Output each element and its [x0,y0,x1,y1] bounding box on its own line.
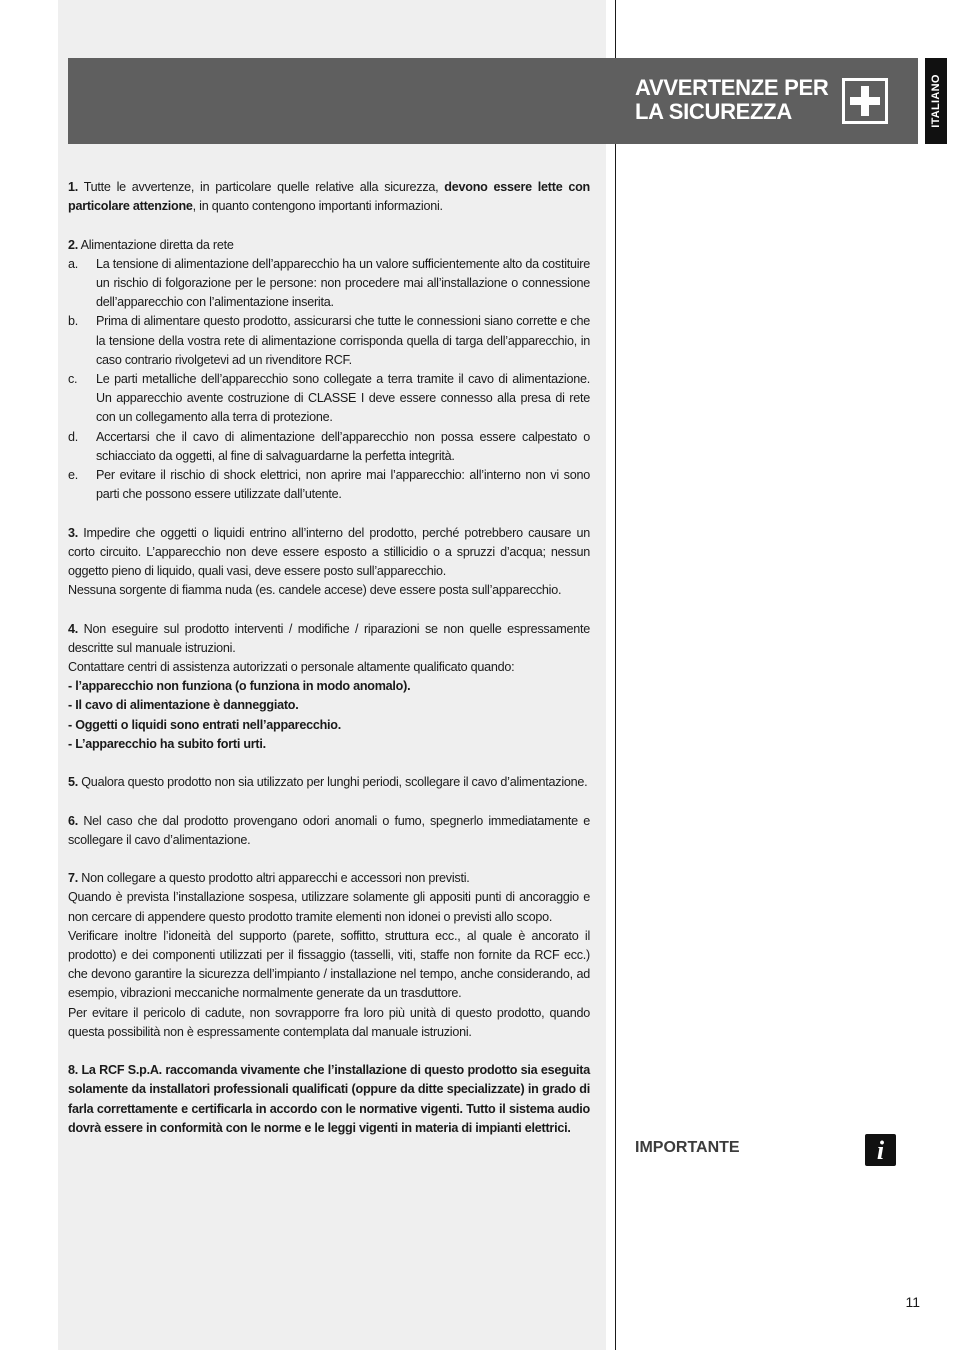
paragraph-3-continued: Nessuna sorgente di fiamma nuda (es. candele accese) deve essere posta sull’apparecchio. [68,583,562,598]
list-item [68,466,590,504]
item-number: 6. [68,813,79,828]
item-number: 4. [68,621,79,636]
item-number: 2. [68,237,79,252]
paragraph-text: Tutte le avvertenze, in particolare quelle relative alla sicurezza, [78,180,445,194]
item-number: 8. [68,1063,79,1078]
paragraph-7-continued: Quando è prevista l’installazione sospesa, utilizzare solamente gli appositi punti di ancoraggio e non cercare di appendere questo prodotto tramite elementi non idonei o previsti allo scopo. [68,890,590,924]
paragraph-7-continued: Verificare inoltre l’idoneità del supporto (parete, soffitto, struttura ecc., al quale è ancorato il prodotto) e dei componenti utilizzati per il fissaggio (tasselli, viti, staffe non fornite da RCF ecc.) che devono garantire la sicurezza dell’impianto / installazione nel tempo, anche considerando, ad esempio, vibrazioni meccaniche normalmente generate da un trasduttore. [68,928,590,1001]
paragraph-text: Alimentazione diretta da rete [78,237,234,252]
list-item [68,370,590,428]
list-marker: b. [68,314,79,329]
paragraph-4 [68,620,590,658]
bullet-text: - Oggetti o liquidi sono entrati nell’apparecchio. [68,717,341,732]
list-text: Le parti metalliche dell’apparecchio sono collegate a terra tramite il cavo di alimentazione. Un apparecchio avente costruzione di CLASSE I deve essere connesso alla presa di rete con un collegamento alla terra di protezione. [96,372,590,425]
list-item [68,312,590,370]
section-title-line2: LA SICUREZZA [635,99,792,124]
first-aid-cross-icon [842,78,888,124]
paragraph-text: , in quanto contengono importanti informazioni. [192,199,443,214]
item-number: 5. [68,775,79,790]
info-glyph: i [876,1136,885,1165]
paragraph-text: Nel caso che dal prodotto provengano odori anomali o fumo, spegnerlo immediatamente e scollegare il cavo d’alimentazione. [68,813,590,847]
list-marker: c. [68,372,78,387]
list-text: Per evitare il rischio di shock elettrici, non aprire mai l’apparecchio: all’interno non vi sono parti che possono essere utilizzate dall’utente. [96,468,590,502]
paragraph-text: Qualora questo prodotto non sia utilizzato per lunghi periodi, scollegare il cavo d’alimentazione. [78,775,588,790]
safety-text [68,178,590,1138]
item-number: 7. [68,871,79,886]
paragraph-4-continued: Contattare centri di assistenza autorizzati o personale altamente qualificato quando: [68,660,515,675]
bullet-text: - Il cavo di alimentazione è danneggiato. [68,698,299,713]
paragraph-5 [68,773,590,792]
paragraph-1 [68,178,590,216]
paragraph-2-title [68,236,590,255]
list-marker: d. [68,429,79,444]
column-divider [615,0,616,1350]
paragraph-text: Non collegare a questo prodotto altri apparecchi e accessori non previsti. [78,871,470,886]
bullet-text: - l’apparecchio non funziona (o funziona in modo anomalo). [68,679,411,694]
bullet-item [68,677,590,696]
section-title-line1: AVVERTENZE PER [635,75,829,100]
list-marker: a. [68,256,79,271]
item-number: 3. [68,525,79,540]
bullet-item [68,735,590,754]
paragraph-7-continued: Per evitare il pericolo di cadute, non sovrapporre fra loro più unità di questo prodotto, quando questa possibilità non è espressamente contemplata dal manuale istruzioni. [68,1005,590,1039]
paragraph-6 [68,812,590,850]
list-text: La tensione di alimentazione dell’apparecchio ha un valore sufficientemente alto da costituire un rischio di folgorazione per le persone: non procedere mai all’installazione o connessione dell’apparecchio con l’alimentazione inserita. [96,256,590,310]
section-title [635,76,835,124]
paragraph-8 [68,1061,590,1138]
bullet-item [68,696,590,715]
list-text: Accertarsi che il cavo di alimentazione dell’apparecchio non possa essere calpestato o schiacciato da oggetti, al fine di salvaguardarne la perfetta integrità. [96,429,590,463]
page-number: 11 [905,1294,920,1310]
item-number: 1. [68,180,79,194]
important-label: IMPORTANTE [635,1139,740,1156]
bullet-item [68,716,590,735]
emphasis-text: devono essere lette con particolare attenzione [68,180,590,214]
list-item [68,428,590,466]
paragraph-3 [68,524,590,582]
language-label: ITALIANO [930,74,942,128]
info-icon [865,1134,896,1166]
list-item [68,255,590,313]
list-text: Prima di alimentare questo prodotto, assicurarsi che tutte le connessioni siano corrette e che la tensione della vostra rete di alimentazione corrisponda quella di targa dell’apparecchio, in caso contrario rivolgetevi ad un rivenditore RCF. [96,314,590,367]
emphasis-text: La RCF S.p.A. raccomanda vivamente che l’installazione di questo prodotto sia eseguita solamente da installatori professionali qualificati (oppure da ditte specializzate) in grado di farla correttamente e certificarla in accordo con le normative vigenti. Tutto il sistema audio dovrà essere in conformità con le norme e le leggi vigenti in materia di impianti elettrici. [68,1063,590,1135]
bullet-text: - L’apparecchio ha subito forti urti. [68,736,266,751]
paragraph-text: Impedire che oggetti o liquidi entrino all’interno del prodotto, perché potrebbero causare un corto circuito. L’apparecchio non deve essere esposto a stillicidio o a spruzzi d’acqua; nessun oggetto pieno di liquido, quali vasi, deve essere posto sull’apparecchio. [68,525,590,579]
list-marker: e. [68,468,79,483]
paragraph-text: Non eseguire sul prodotto interventi / modifiche / riparazioni se non quelle espressamente descritte sul manuale istruzioni. [68,621,590,655]
paragraph-7 [68,869,590,888]
